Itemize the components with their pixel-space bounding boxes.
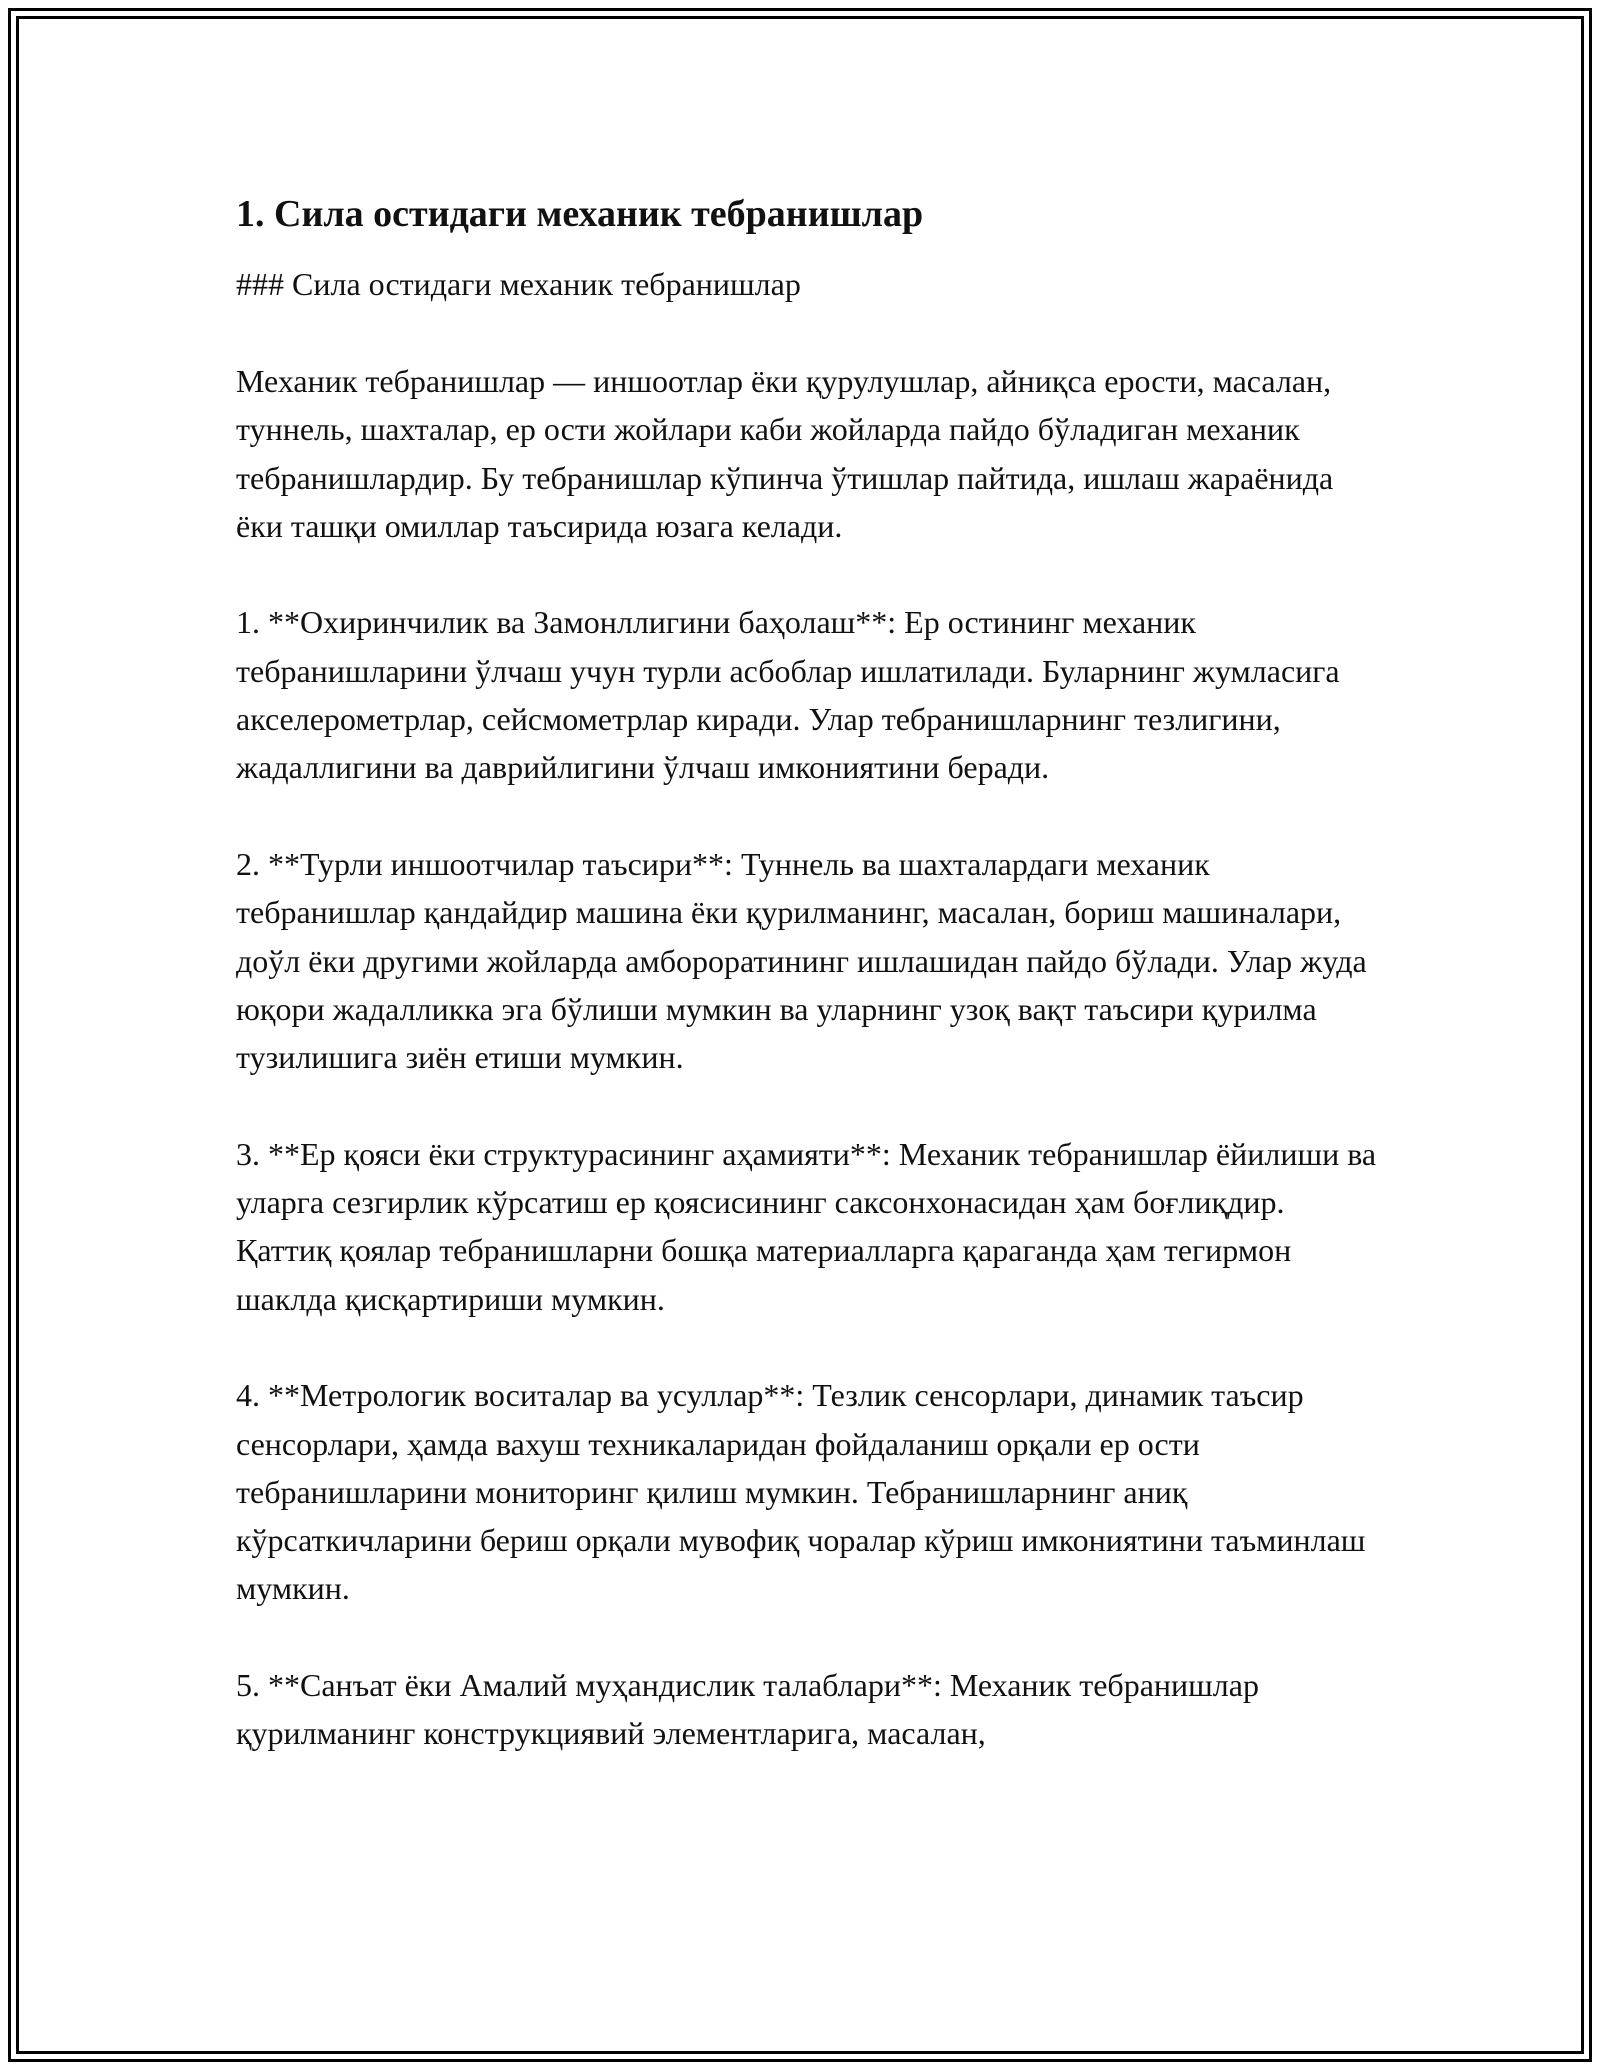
list-item-1: 1. **Охиринчилик ва Замонллигини баҳолаш**: Ер остининг механик тебранишларини ўлчаш учун турли асбоблар ишлатилади. Буларнинг жумласига акселерометрлар, сейсмометрлар киради. Улар тебранишларнинг тезлигини, жадаллигини ва даврийлигини ўлчаш имкониятини беради. xyxy=(236,604,1340,786)
list-item-4: 4. **Метрологик воситалар ва усуллар**: Тезлик сенсорлари, динамик таъсир сенсорлари, ҳамда вахуш техникаларидан фойдаланиш орқали ер ости тебранишларини мониторинг қилиш мумкин. Тебранишларнинг аниқ кўрсаткичларини бериш орқали мувофиқ чоралар кўриш имкониятини таъминлаш мумкин. xyxy=(236,1377,1366,1607)
markdown-subheading: ### Сила остидаги механик тебранишлар xyxy=(236,266,801,302)
list-item-3: 3. **Ер қояси ёки структурасининг аҳамияти**: Механик тебранишлар ёйилиши ва уларга сезгирлик кўрсатиш ер қоясисининг саксонхонасидан ҳам боғлиқдир. Қаттиқ қоялар тебранишларни бошқа материалларга қараганда ҳам тегирмон шаклда қисқартириши мумкин. xyxy=(236,1135,1377,1317)
list-item-5: 5. **Санъат ёки Амалий муҳандислик талаблари**: Механик тебранишлар қурилманинг конструкциявий элементларига, масалан, xyxy=(236,1667,1259,1752)
intro-paragraph: Механик тебранишлар — иншоотлар ёки қурулушлар, айниқса еpости, масалан, туннель, шахталар, ер ости жойлари каби жойларда пайдо бўладиган механик тебранишлардир. Бу тебранишлар кўпинча ўтишлар пайтида, ишлаш жараёнида ёки ташқи омиллар таъсирида юзага келади. xyxy=(236,363,1334,544)
page-title: 1. Сила остидаги механик тебранишлар xyxy=(236,193,924,235)
list-item-2: 2. **Турли иншоотчилар таъсири**: Туннель ва шахталардаги механик тебранишлар қандайдир машина ёки қурилманинг, масалан, бориш машиналари, доўл ёки другими жойларда амборoратининг ишлашидан пайдо бўлади. Улар жуда юқори жадалликка эга бўлиши мумкин ва уларнинг узоқ вақт таъсири қурилма тузилишига зиён етиши мумкин. xyxy=(236,845,1367,1076)
document-body xyxy=(236,182,1386,1806)
